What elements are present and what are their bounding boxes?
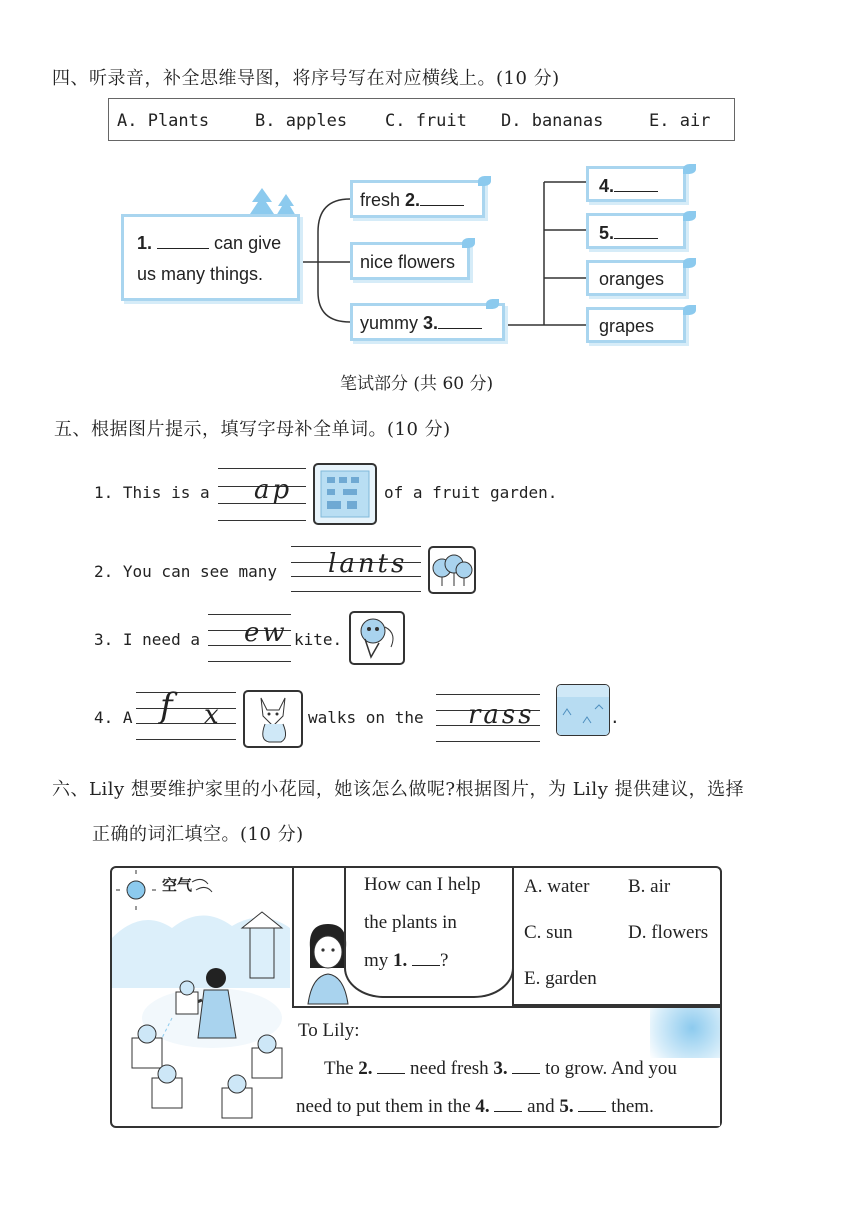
- mindmap-leaf-oranges: oranges: [586, 260, 686, 296]
- word-a: A. water: [524, 876, 590, 897]
- q1-handwriting: ap: [254, 475, 293, 505]
- leaf-icon: [683, 305, 696, 315]
- trees-picture: [428, 546, 476, 594]
- q4-handwriting-2: rass: [468, 700, 535, 730]
- map-picture: [313, 463, 377, 525]
- mindmap-leaf-4: 4.: [586, 166, 686, 202]
- leaf-icon: [683, 258, 696, 268]
- grass-picture: [556, 684, 610, 736]
- q2-handwriting: lants: [328, 549, 408, 579]
- mindmap-center: 1. can give us many things.: [121, 214, 300, 301]
- leaf-icon: [462, 238, 475, 248]
- q4-handwriting-1b: x: [204, 700, 222, 730]
- word-e: E. garden: [524, 968, 597, 989]
- word-bank: [512, 868, 720, 1006]
- water-splash-decoration: [650, 1008, 720, 1058]
- q3-prefix: 3. I need a: [94, 630, 200, 649]
- q3-suffix: kite.: [294, 630, 343, 649]
- q3-handwriting: ew: [244, 618, 288, 648]
- note-line2: need to put them in the 4. and 5. them.: [296, 1096, 654, 1117]
- section5-heading: 五、根据图片提示，填写字母补全单词。(10 分): [54, 419, 451, 440]
- q1-prefix: 1. This is a: [94, 483, 210, 502]
- note-panel: [292, 1006, 720, 1126]
- q4-end: .: [610, 708, 620, 727]
- option-d: D. bananas: [501, 111, 604, 131]
- air-label: 空气: [162, 876, 193, 894]
- bubble-line2: the plants in: [364, 912, 457, 933]
- option-a: A. Plants: [117, 111, 210, 131]
- mindmap-branch-yummy: yummy 3.: [350, 303, 505, 341]
- note-to: To Lily:: [298, 1020, 360, 1041]
- mindmap-leaf-5: 5.: [586, 213, 686, 249]
- leaf-icon: [486, 299, 499, 309]
- option-e: E. air: [649, 111, 711, 131]
- word-b: B. air: [628, 876, 671, 897]
- written-part-title: 笔试部分 (共 60 分): [340, 374, 494, 394]
- q4-prefix: 4. A: [94, 708, 133, 727]
- section6-heading-line1: 六、Lily 想要维护家里的小花园，她该怎么做呢?根据图片，为 Lily 提供建议，选择: [52, 779, 745, 800]
- mindmap-branch-flowers: nice flowers: [350, 242, 470, 280]
- garden-illustration: [112, 868, 294, 1126]
- comic-panel: [110, 866, 722, 1128]
- leaf-icon: [478, 176, 491, 186]
- q4-handwriting-1: f: [160, 686, 176, 726]
- fox-picture: [243, 690, 303, 748]
- section6-heading-line2: 正确的词汇填空。(10 分): [92, 824, 304, 845]
- option-c: C. fruit: [385, 111, 467, 131]
- mindmap-leaf-grapes: grapes: [586, 307, 686, 343]
- mindmap-branch-fresh: fresh 2.: [350, 180, 485, 218]
- q1-suffix: of a fruit garden.: [384, 483, 558, 502]
- leaf-icon: [683, 211, 696, 221]
- q4-middle: walks on the: [308, 708, 424, 727]
- kite-picture: [349, 611, 405, 665]
- q2-prefix: 2. You can see many: [94, 562, 278, 581]
- bubble-line3: my 1. ?: [364, 950, 449, 971]
- word-c: C. sun: [524, 922, 573, 943]
- section4-heading: 四、听录音，补全思维导图，将序号写在对应横线上。(10 分): [52, 68, 560, 89]
- note-line1: The 2. need fresh 3. to grow. And you: [324, 1058, 677, 1079]
- option-b: B. apples: [255, 111, 348, 131]
- bubble-line1: How can I help: [364, 874, 481, 895]
- word-d: D. flowers: [628, 922, 709, 943]
- leaf-icon: [683, 164, 696, 174]
